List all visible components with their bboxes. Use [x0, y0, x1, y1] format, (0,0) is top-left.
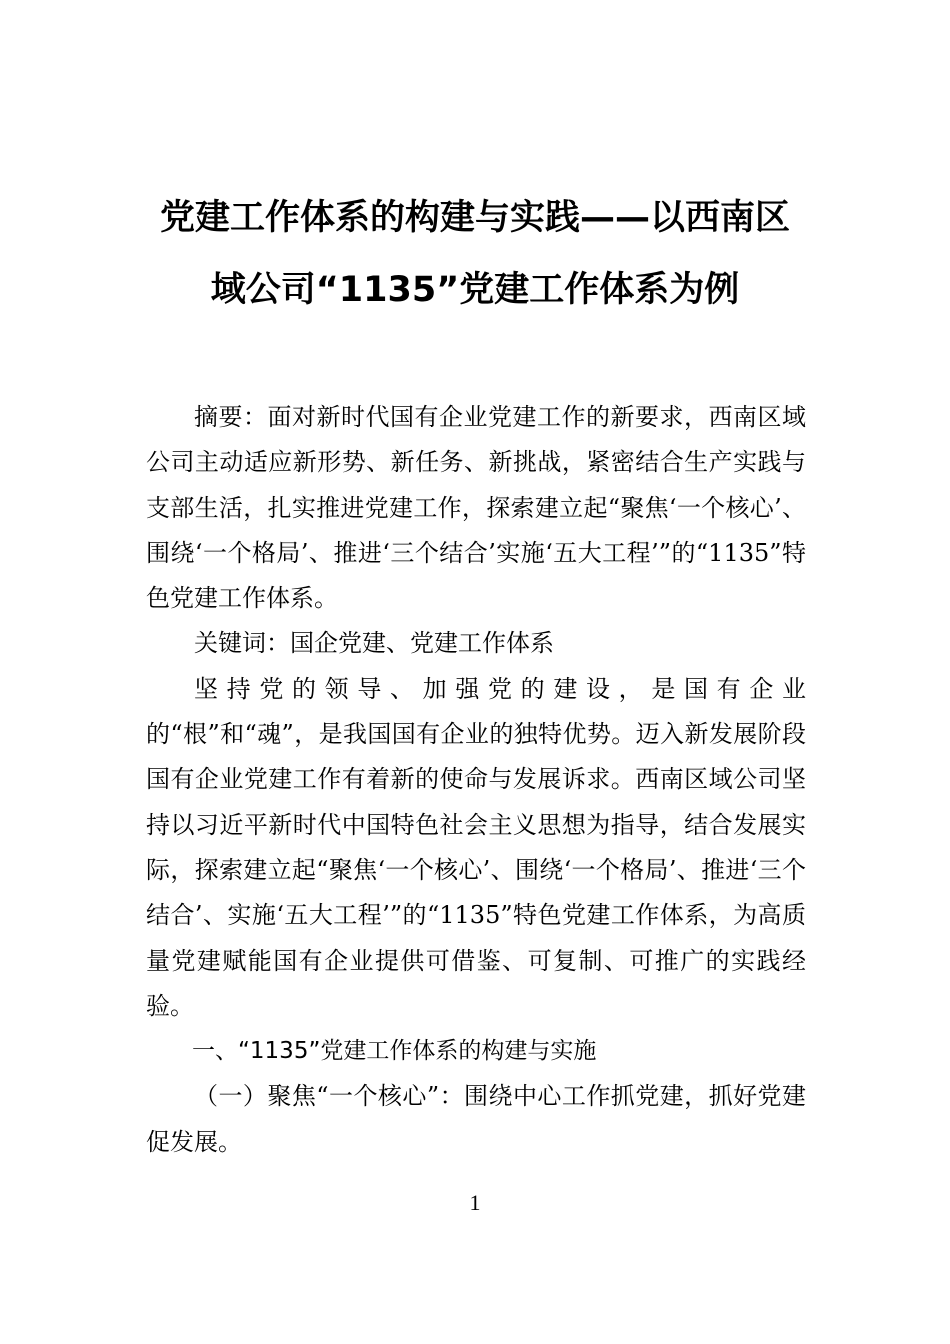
document-title-line-2: 域公司“1135”党建工作体系为例	[210, 270, 740, 310]
document-title-line-1: 党建工作体系的构建与实践——以西南区	[159, 198, 790, 238]
document-body	[146, 395, 806, 1165]
keywords-paragraph: 关键词：国企党建、党建工作体系	[194, 629, 554, 658]
section-heading: 一、“1135”党建工作体系的构建与实施	[192, 1038, 597, 1065]
intro-paragraph: 坚持党的领导、加强党的建设，是国有企业的“根”和“魂”，是我国国有企业的独特优势。迈入新发展阶段国有企业党建工作有着新的使命与发展诉求。西南区域公司坚持以习近平新时代中国特色社会主义思想为指导，结合发展实际，探索建立起“聚焦‘一个核心’、围绕‘一个格局’、推进‘三个结合’、实施‘五大工程’”的“1135”特色党建工作体系，为高质量党建赋能国有企业提供可借鉴、可复制、可推广的实践经验。	[146, 674, 806, 1020]
abstract-paragraph: 摘要：面对新时代国有企业党建工作的新要求，西南区域公司主动适应新形势、新任务、新挑战，紧密结合生产实践与支部生活，扎实推进党建工作，探索建立起“聚焦‘一个核心’、围绕‘一个格局’、推进‘三个结合’实施‘五大工程’”的“1135”特色党建工作体系。	[146, 403, 806, 613]
page-number: 1	[469, 1190, 481, 1215]
subsection-heading: （一）聚焦“一个核心”：围绕中心工作抓党建，抓好党建促发展。	[146, 1082, 806, 1156]
